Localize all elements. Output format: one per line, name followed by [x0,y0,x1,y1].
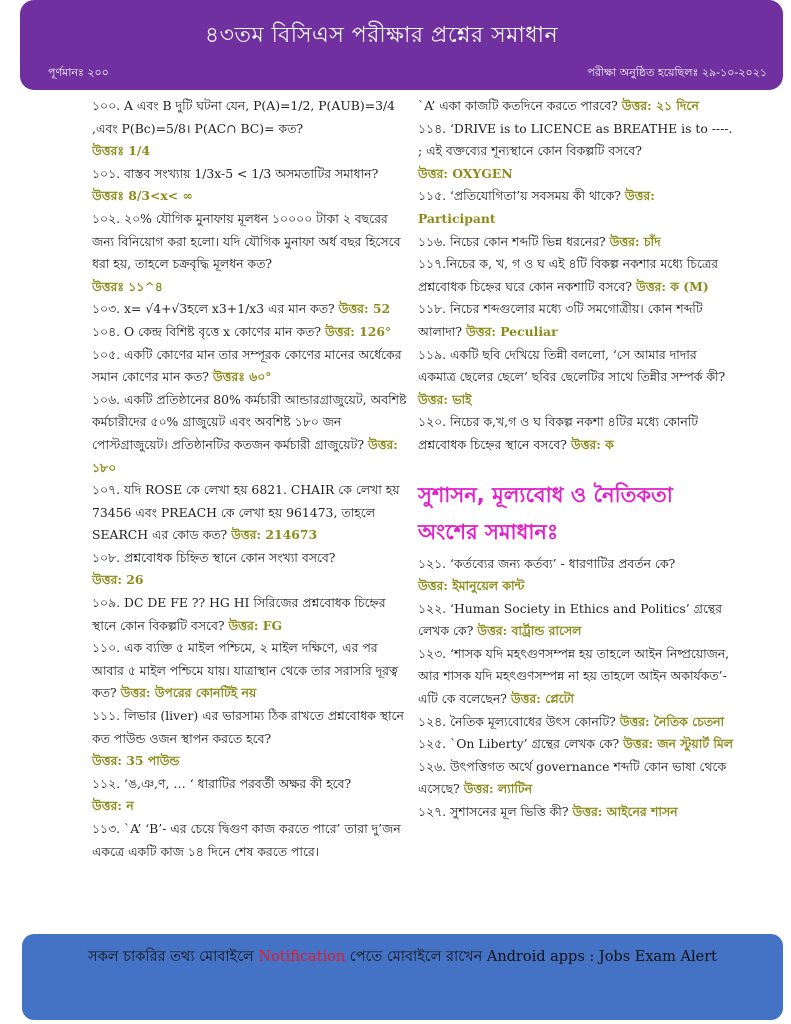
promo-text-before: সকল চাকরির তথ্য মোবাইলে [88,949,259,965]
question-item [418,344,736,412]
question-text: ১০৬. একটি প্রতিষ্ঠানের 80% কর্মচারী আন্ডারগ্রাজুয়েট, অবশিষ্ট কর্মচারীদের ৫০% গ্রাজুয়েট এবং অবশিষ্ট ১৮০ জন পোস্টগ্রাজুয়েট। প্রতিষ্ঠানটির কতজন কর্মচারী গ্রাজুয়েট? [92,391,407,452]
answer-text: উত্তর: ভাই [418,391,472,407]
question-text: ১০১. বাস্তব সংখ্যায় 1/3x-5 < 1/3 অসমতাটির সমাধান? [92,165,379,181]
question-item [92,344,410,389]
question-item [418,253,736,298]
question-text: ১২৫. `On Liberty’ গ্রন্থের লেখক কে? [418,736,620,752]
question-text: ১১৫. ‘প্রতিযোগিতা’য় সবসময় কী থাকে? [418,188,621,204]
answer-text: উত্তর: ক (M) [636,278,709,294]
question-item [92,163,410,208]
question-item [418,411,736,456]
answer-text: উত্তর: ল্যাটিন [463,781,533,797]
answer-text: উত্তর: নৈতিক চেতনা [619,713,725,729]
question-item [92,818,410,863]
app-promo-banner[interactable] [22,934,783,1020]
answer-text: উত্তরঃ 8/3<x< ∞ [92,188,193,204]
answer-text: উত্তরঃ ১১^৪ [92,278,163,294]
question-text: ১০৮. প্রশ্নবোধক চিহ্নিত স্থানে কোন সংখ্যা বসবে? [92,549,336,565]
answer-text: উত্তর: Participant [418,188,655,226]
page-header [20,0,783,90]
answer-text: উত্তর: 214673 [231,527,318,543]
question-text: ১১২. ‘ঙ,ঞ,ণ, … ‘ ধারাটির পরবর্তী অক্ষর কী হবে? [92,775,352,791]
answer-text: উত্তরঃ 1/4 [92,143,151,159]
question-item [418,756,736,801]
question-item [418,118,736,186]
question-item [418,711,736,734]
answer-text: উত্তর: OXYGEN [418,165,513,181]
question-item [92,95,410,163]
answer-text: উত্তরঃ ৬০° [212,369,272,385]
question-text: ১১৬. নিচের কোন শব্দটি ভিন্ন ধরনের? [418,233,606,249]
promo-highlight: Notification [258,949,346,965]
page-title: ৪৩তম বিসিএস পরীক্ষার প্রশ্নের সমাধান [204,23,559,48]
question-item [418,185,736,230]
promo-text-after: পেতে মোবাইলে রাখেন Android apps : Jobs Exam Alert [345,949,717,965]
question-text: ১২০. নিচের ক,খ,গ ও ঘ বিকল্প নকশা ৪টির মধ্যে কোনটি প্রশ্নবোধক চিহ্নের স্থানে বসবে? [418,414,699,452]
question-item [418,733,736,756]
answer-text: উত্তর: 26 [92,572,144,588]
left-column [92,95,410,863]
question-text: ১১৪. ‘DRIVE is to LICENCE as BREATHE is to ----. ; এই বক্তব্যের শূন্যস্থানে কোন বিকল্পটি বসবে? [418,120,733,159]
answer-text: উত্তর: প্লেটো [510,691,574,707]
question-item [92,773,410,818]
answer-text: উত্তর: আইনের শাসন [572,804,678,820]
answer-text: উত্তর: ক [570,436,614,452]
ethics-questions [418,553,736,824]
answer-text: উত্তর: FG [228,617,283,633]
question-text: ১১০. এক ব্যক্তি ৫ মাইল পশ্চিমে, ২ মাইল দক্ষিণে, এর পর আবার ৫ মাইল পশ্চিমে যায়। যাত্রাস্থান থেকে তার সরাসরি দূরত্ব কত? [92,640,398,701]
question-text: ১০৯. DC DE FE ?? HG HI সিরিজের প্রশ্নবোধক চিহ্নের স্থানে কোন বিকল্পটি বসবে? [92,595,386,633]
question-text: ১০৫. একটি কোণের মান তার সম্পূরক কোণের মানের অর্ধেকের সমান কোণের মান কত? [92,346,402,385]
question-text: ১০৩. x= √4+√3হলে x3+1/x3 এর মান কত? [92,301,335,317]
promo-text [22,946,783,970]
question-item [92,637,410,705]
question-text: ১১৩. `A’ ‘B’- এর চেয়ে দ্বিগুণ কাজ করতে পারে’ তারা দু’জন একত্রে একটি কাজ ১৪ দিনে শেষ করতে পারে। [92,821,401,859]
question-text: ১২২. ‘Human Society in Ethics and Politics’ গ্রন্থের লেখক কে? [418,600,722,639]
answer-text: উত্তর: Peculiar [465,323,558,339]
answer-text: উত্তর: 52 [338,301,391,317]
question-item [418,643,736,711]
question-text: ১১৯. একটি ছবি দেখিয়ে তিন্নী বললো, ‘সে আমার দাদার একমাত্র ছেলের ছেলে’ ছবির ছেলেটির সাথে তিন্নীর সম্পর্ক কী? [418,346,726,385]
question-item [418,801,736,824]
question-text: ১১৭.নিচের ক, খ, গ ও ঘ এই ৪টি বিকল্প নকশার মধ্যে চিত্রের প্রশ্নবোধক চিহ্নের ঘরে কোন নকশাটি বসবে? [418,256,718,294]
answer-text: উত্তর: উপরের কোনটিই নয় [120,685,257,701]
section-heading-ethics: সুশাসন, মূল্যবোধ ও নৈতিকতা অংশের সমাধানঃ [418,482,673,544]
question-item [92,321,410,344]
question-text: ১১৮. নিচের শব্দগুলোর মধ্যে ৩টি সমগোত্রীয়। কোন শব্দটি আলাদা? [418,301,703,339]
exam-date: পরীক্ষা অনুষ্ঠিত হয়েছিলঃ ২৯-১০-২০২১ [587,66,767,79]
answer-text: উত্তর: ন [92,798,134,814]
full-marks: পূর্ণমানঃ ২০০ [48,66,109,79]
answer-text: উত্তর: জন স্টুয়ার্ট মিল [623,736,734,752]
question-item [92,389,410,479]
question-item [92,298,410,321]
question-text: ১২৪. নৈতিক মূল্যবোধের উৎস কোনটি? [418,713,616,729]
question-item [92,479,410,547]
answer-text: উত্তর: 35 পাউন্ড [92,753,180,769]
answer-text: উত্তর: 126° [324,323,392,339]
question-item [418,231,736,254]
question-text: ১২১. ‘কর্তব্যের জন্য কর্তব্য’ - ধারণাটির প্রবর্তন কে? [418,555,676,571]
reasoning-questions [418,95,736,457]
question-text: ১০২. ২০% যৌগিক মুনাফায় মূলধন ১০০০০ টাকা ২ বছরের জন্য বিনিয়োগ করা হলো। যদি যৌগিক মুনাফা অর্ধ বছর হিসেবে ধরা হয়, তাহলে চক্রবৃদ্ধি মূলধন কত? [92,210,401,272]
question-item [92,705,410,773]
question-text: ১০৭. যদি ROSE কে লেখা হয় 6821. CHAIR কে লেখা হয় 73456 এবং PREACH কে লেখা হয় 961473, তাহলে SEARCH এর কোড কত? [92,482,400,543]
answer-text: উত্তর: ইমানুয়েল কান্ট [418,578,525,594]
right-column [418,95,736,824]
answer-text: উত্তর: চাঁদ [609,233,661,249]
question-text: ১২৩. ‘শাসক যদি মহৎগুণসম্পন্ন হয় তাহলে আইন নিষ্প্রয়োজন, আর শাসক যদি মহৎগুণসম্পন্ন না হয় তাহলে আইন অকার্যকত’- এটি কে বলেছেন? [418,645,730,707]
question-text: ১০৪. O কেন্দ্র বিশিষ্ট বৃত্তে x কোণের মান কত? [92,323,321,339]
question-item [92,592,410,637]
question-text: `A’ একা কাজটি কতদিনে করতে পারবে? [418,98,618,113]
answer-text: উত্তর: বার্ট্রান্ড রাসেল [477,623,582,639]
question-item [92,547,410,592]
question-item [418,298,736,343]
question-text: ১২৭. সুশাসনের মূল ভিত্তি কী? [418,804,569,820]
question-text: ১১১. লিভার (liver) এর ভারসাম্য ঠিক রাখতে প্রশ্নবোধক স্থানে কত পাউন্ড ওজন স্থাপন করতে হবে? [92,708,404,746]
question-item [418,598,736,643]
answer-text: উত্তর: ১৮০ [92,436,398,475]
question-item [92,208,410,298]
question-item [418,553,736,598]
question-text: ১০০. A এবং B দুটি ঘটনা যেন, P(A)=1/2, P(AUB)=3/4 ,এবং P(Bc)=5/8। P(AC∩ BC)= কত? [92,98,396,136]
answer-text: উত্তর: ২১ দিনে [621,98,699,113]
question-text: ১২৬. উৎপত্তিগত অর্থে governance শব্দটি কোন ভাষা থেকে এসেছে? [418,758,727,797]
question-item [418,95,736,118]
